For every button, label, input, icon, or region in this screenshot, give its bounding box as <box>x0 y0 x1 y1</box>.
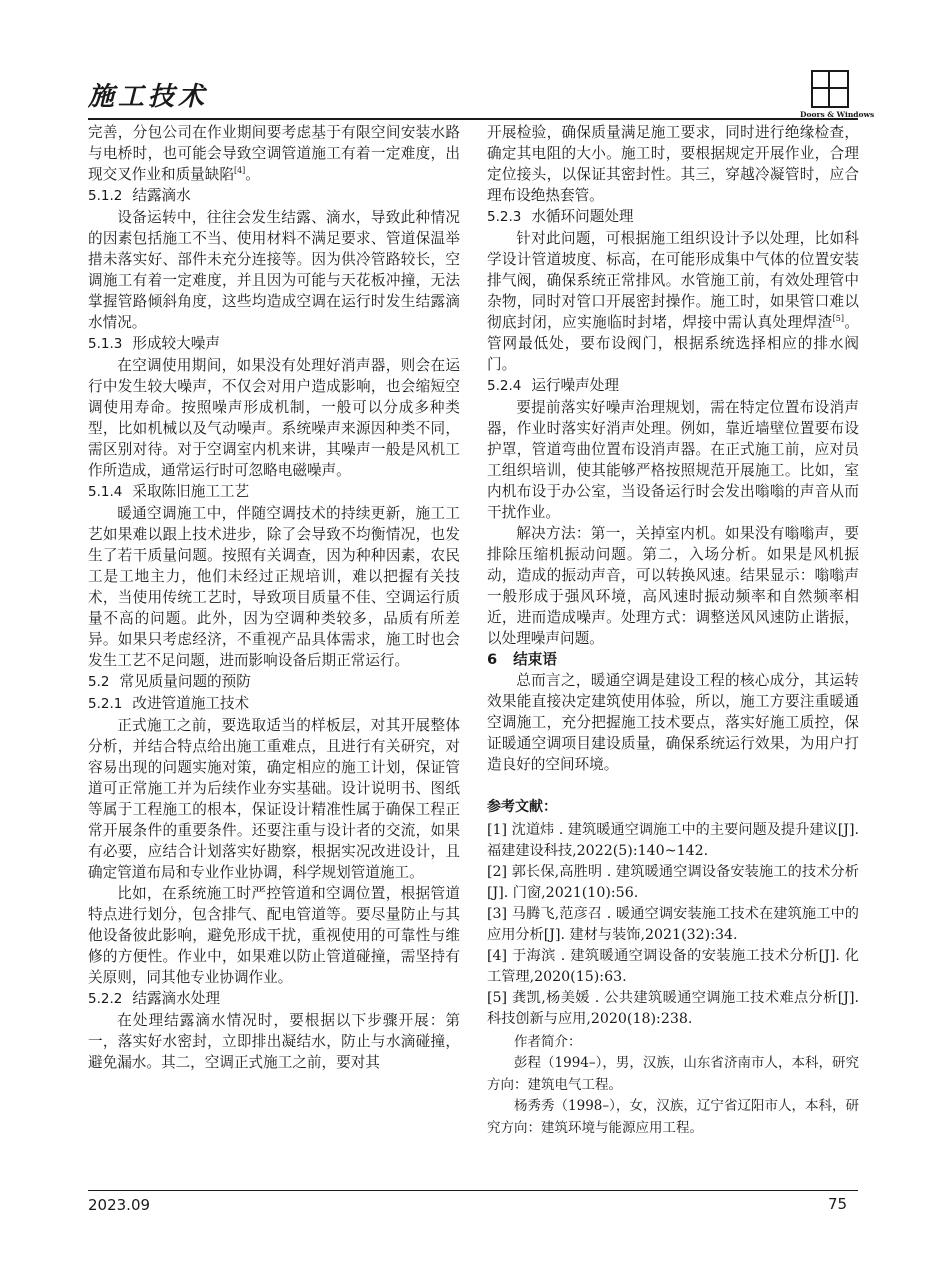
references-title: 参考文献： <box>487 799 557 815</box>
author-bio: 杨秀秀（1998–），女，汉族，辽宁省辽阳市人，本科，研究方向：建筑环境与能源应用工程。 <box>487 1098 859 1136</box>
reference-item: [3] 马腾飞,范彦召 . 暖通空调安装施工技术在建筑施工中的应用分析[J]. 建材与装饰,2021(32):34. <box>487 906 859 943</box>
left-column <box>88 122 460 1073</box>
reference-item: [2] 郭长保,高胜明 . 建筑暖通空调设备安装施工的技术分析[J]. 门窗,2021(10):56. <box>487 864 859 901</box>
journal-section-title: 施工技术 <box>88 82 209 112</box>
reference-item: [4] 于海滨 . 建筑暖通空调设备的安装施工技术分析[J]. 化工管理,2020(15):63. <box>487 948 859 985</box>
paragraph: 解决方法：第一，关掉室内机。如果没有嗡嗡声，要排除压缩机振动问题。第二，入场分析。如果是风机振动，造成的振动声音，可以转换风速。结果显示：嗡嗡声一般形成于强风环境，高风速时振动频率和自然频率相近，进而造成噪声。处理方式：调整送风风速防止谐振，以处理噪声问题。 <box>487 525 859 647</box>
section-heading-5-2-1: 5.2.1 改进管道施工技术 <box>88 695 250 712</box>
section-heading-5-2-2: 5.2.2 结露滴水处理 <box>88 990 220 1007</box>
journal-logo <box>800 70 875 119</box>
window-logo-icon <box>811 70 849 108</box>
paragraph: 要提前落实好噪声治理规划，需在特定位置布设消声器，作业时落实好消声处理。例如，靠近墙壁位置要布设护罩，管道弯曲位置布设消声器。在正式施工前，应对员工组织培训，使其能够严格按照规范开展施工。比如，室内机布设于办公室，当设备运行时会发出嗡嗡的声音从而干扰作业。 <box>487 399 859 521</box>
section-heading-5-2-4: 5.2.4 运行噪声处理 <box>487 377 619 394</box>
paragraph: 设备运转中，往往会发生结露、滴水，导致此种情况的因素包括施工不当、使用材料不满足要求、管道保温举措未落实好、部件未充分连接等。因为供冷管路较长，空调施工有着一定难度，并且因为可能与天花板冲撞，无法掌握管路倾斜角度，这些均造成空调在运行时发生结露滴水情况。 <box>88 209 460 331</box>
section-heading-6: 6 结束语 <box>487 651 557 668</box>
paragraph: 在处理结露滴水情况时，要根据以下步骤开展：第一，落实好水密封，立即排出凝结水，防止与水滴碰撞，避免漏水。其二，空调正式施工之前，要对其 <box>88 1012 460 1071</box>
section-heading-5-1-4: 5.1.4 采取陈旧施工工艺 <box>88 483 250 500</box>
paragraph: 正式施工之前，要选取适当的样板层，对其开展整体分析，并结合特点给出施工重难点，且进行有关研究，对容易出现的问题实施对策，确定相应的施工计划，保证管道可正常施工并为后续作业夯实基础。设计说明书、图纸等属于工程施工的根本，保证设计精准性属于确保工程正常开展条件的重要条件。还要注重与设计者的交流，如果有必要，应结合计划落实好勘察，根据实况改进设计，且确定管道布局和专业作业协调，科学规划管道施工。 <box>88 717 460 881</box>
author-bio-title: 作者简介： <box>514 1034 582 1050</box>
section-heading-5-2-3: 5.2.3 水循环问题处理 <box>487 208 634 225</box>
right-column <box>487 122 859 1139</box>
reference-item: [5] 龚凯,杨美媛 . 公共建筑暖通空调施工技术难点分析[J]. 科技创新与应用,2020(18):238. <box>487 990 859 1027</box>
author-bio: 彭程（1994–），男，汉族，山东省济南市人，本科，研究方向：建筑电气工程。 <box>487 1055 859 1093</box>
paragraph: 总而言之，暖通空调是建设工程的核心成分，其运转效果能直接决定建筑使用体验，所以，施工方要注重暖通空调施工，充分把握施工技术要点，落实好施工质控，保证暖通空调项目建设质量，确保系统运行效果，为用户打造良好的空间环境。 <box>487 672 859 773</box>
paragraph: 比如，在系统施工时严控管道和空调位置，根据管道特点进行划分，包含排气、配电管道等。要尽量防止与其他设备彼此影响，避免形成干扰，重视使用的可靠性与维修的方便性。作业中，如果难以防止管道碰撞，需坚持有关原则，同其他专业协调作业。 <box>88 885 460 986</box>
paragraph: 完善，分包公司在作业期间要考虑基于有限空间安装水路与电桥时，也可能会导致空调管道施工有着一定难度，出现交叉作业和质量缺陷[4]。 <box>88 124 460 183</box>
paragraph: 暖通空调施工中，伴随空调技术的持续更新，施工工艺如果难以跟上技术进步，除了会导致不均衡情况，也发生了若干质量问题。按照有关调查，因为种种因素，农民工是工地主力，他们未经过正规培训，难以把握有关技术，当使用传统工艺时，导致项目质量不佳、空调运行质量不高的问题。此外，因为空调种类较多，品质有所差异。如果只考虑经济，不重视产品具体需求，施工时也会发生工艺不足问题，进而影响设备后期正常运行。 <box>88 505 460 669</box>
logo-text: Doors & Windows <box>800 110 875 119</box>
paragraph: 针对此问题，可根据施工组织设计予以处理，比如科学设计管道坡度、标高，在可能形成集中气体的位置安装排气阀，确保系统正常排风。水管施工前，有效处理管中杂物，同时对管口开展密封操作。施工时，如果管口难以彻底封闭，应实施临时封堵，焊接中需认真处理焊渣[5]。管网最低处，要布设阀门，根据系统选择相应的排水阀门。 <box>487 230 859 373</box>
footer-rule <box>88 1190 858 1191</box>
section-heading-5-1-2: 5.1.2 结露滴水 <box>88 187 191 204</box>
reference-item: [1] 沈道炜 . 建筑暖通空调施工中的主要问题及提升建议[J]. 福建建设科技,2022(5):140~142. <box>487 822 859 859</box>
paragraph: 在空调使用期间，如果没有处理好消声器，则会在运行中发生较大噪声，不仅会对用户造成影响，也会缩短空调使用寿命。按照噪声形成机制，一般可以分成多种类型，比如机械以及气动噪声。系统噪声来源因种类不同，需区别对待。对于空调室内机来讲，其噪声一般是风机工作所造成，通常运行时可忽略电磁噪声。 <box>88 357 460 479</box>
header-rule <box>88 118 858 120</box>
section-heading-5-2: 5.2 常见质量问题的预防 <box>88 673 251 690</box>
issue-date: 2023.09 <box>88 1196 151 1214</box>
paragraph: 开展检验，确保质量满足施工要求，同时进行绝缘检查，确定其电阻的大小。施工时，要根据规定开展作业，合理定位接头，以保证其密封性。其三，穿越冷凝管时，应合理布设绝热套管。 <box>487 124 859 204</box>
page-number: 75 <box>828 1195 848 1213</box>
section-heading-5-1-3: 5.1.3 形成较大噪声 <box>88 335 220 352</box>
